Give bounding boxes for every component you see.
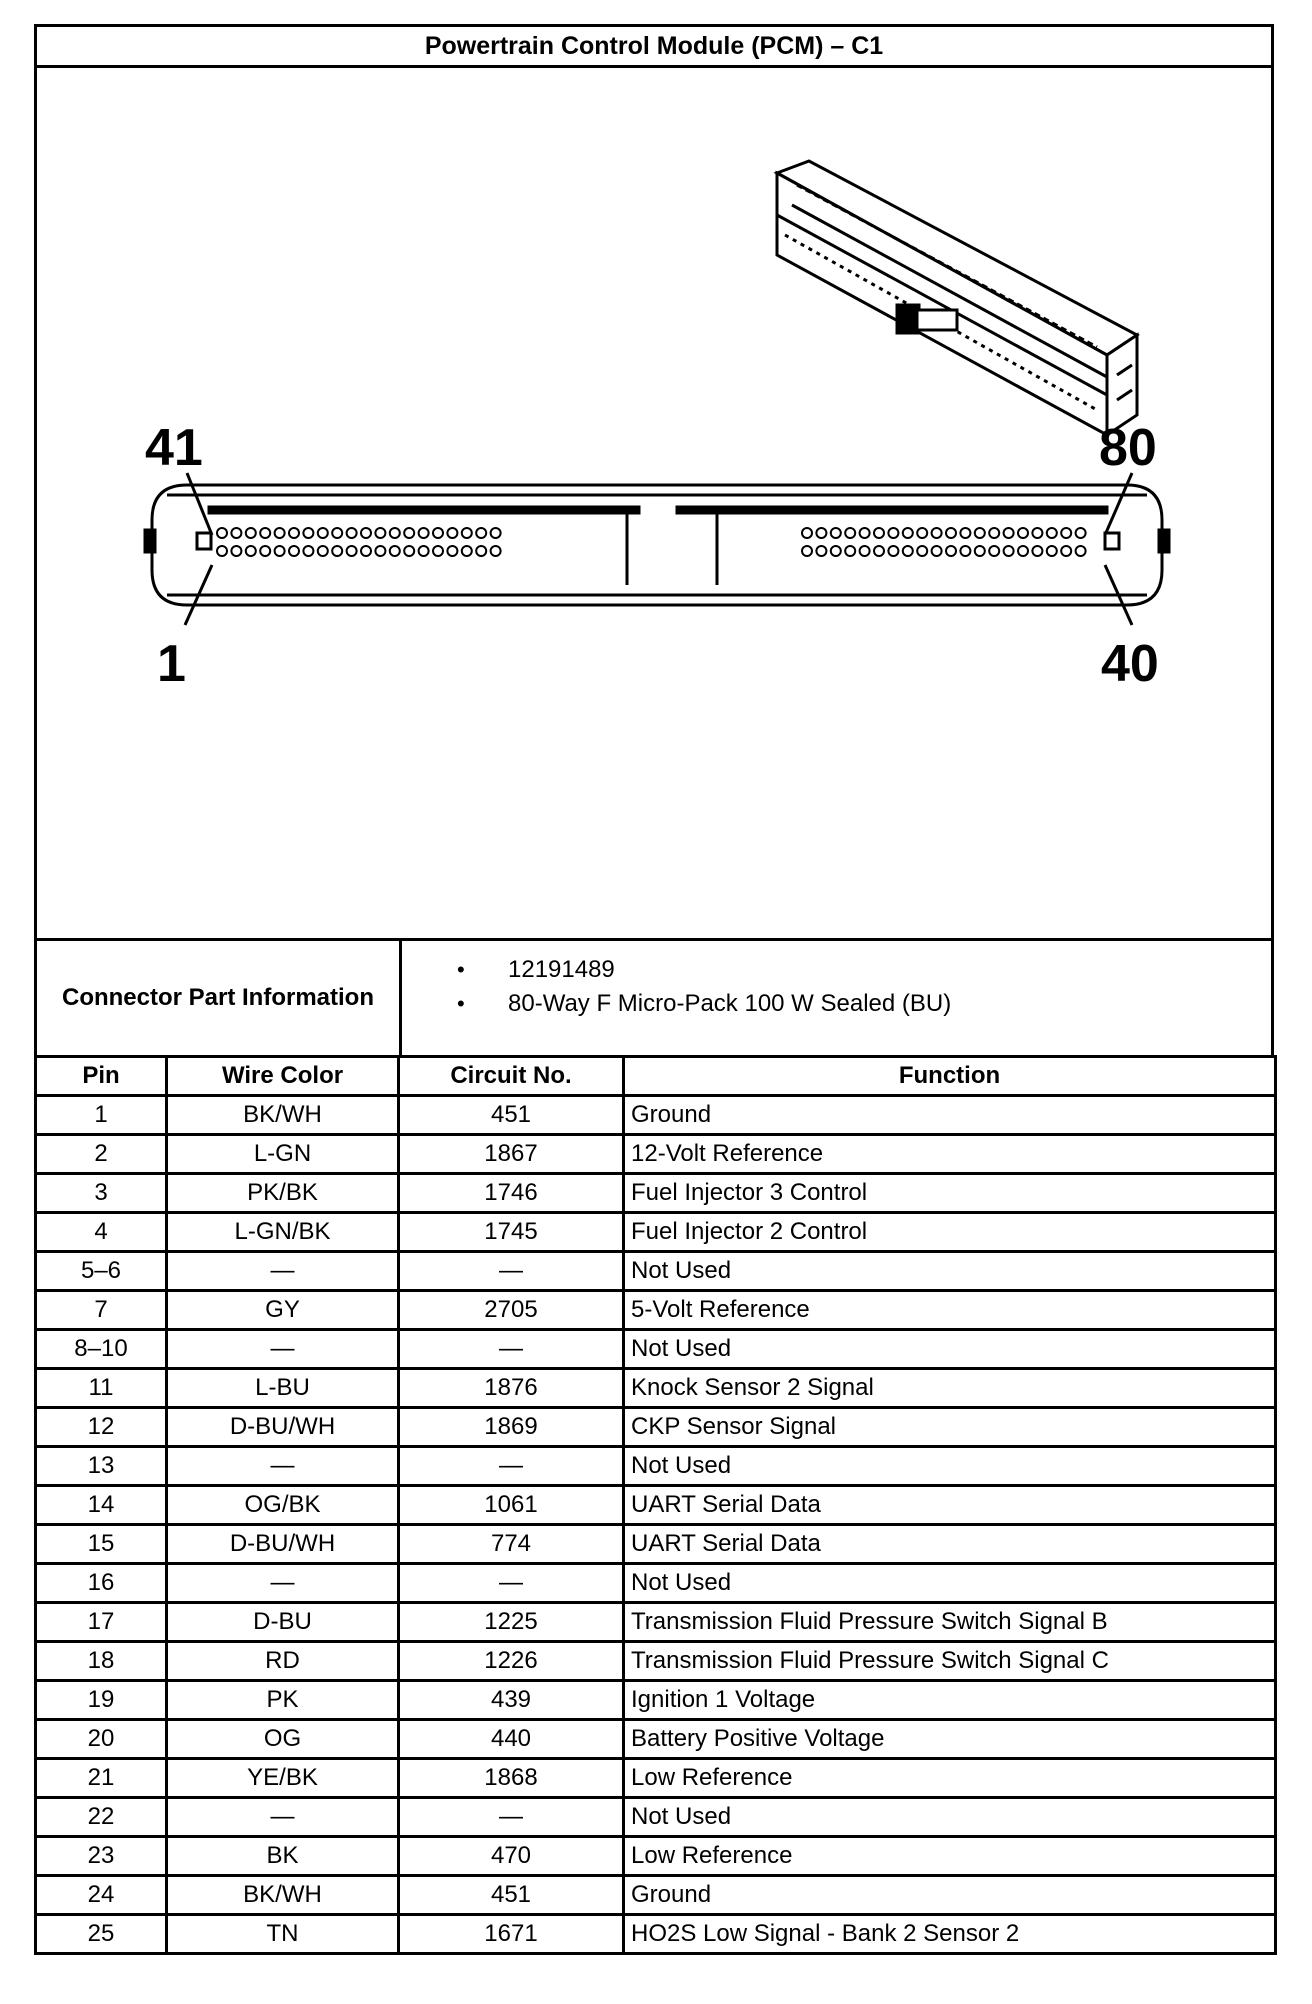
pin-hole	[231, 528, 241, 538]
pin-hole	[491, 546, 501, 556]
cell-wire-color: OG/BK	[167, 1486, 399, 1525]
cell-function: Low Reference	[624, 1759, 1276, 1798]
pin-hole	[1047, 528, 1057, 538]
pin-hole	[888, 528, 898, 538]
pin-hole	[903, 546, 913, 556]
pin-hole	[1076, 528, 1086, 538]
cell-circuit-no: —	[399, 1564, 624, 1603]
cell-pin: 5–6	[36, 1252, 167, 1291]
pin-hole	[491, 528, 501, 538]
table-row	[36, 1330, 1276, 1369]
cell-pin: 13	[36, 1447, 167, 1486]
pin-hole	[860, 528, 870, 538]
table-row	[36, 1213, 1276, 1252]
pin-hole	[960, 528, 970, 538]
pin-hole	[303, 546, 313, 556]
pin-hole	[332, 528, 342, 538]
pin-hole	[816, 546, 826, 556]
cell-pin: 22	[36, 1798, 167, 1837]
pin-hole	[989, 528, 999, 538]
cell-wire-color: OG	[167, 1720, 399, 1759]
pin-hole	[1076, 546, 1086, 556]
pin-hole	[217, 546, 227, 556]
cell-circuit-no: 1745	[399, 1213, 624, 1252]
pin-hole	[874, 546, 884, 556]
table-row	[36, 1798, 1276, 1837]
cell-circuit-no: 1226	[399, 1642, 624, 1681]
cell-function: Fuel Injector 2 Control	[624, 1213, 1276, 1252]
cell-circuit-no: 1225	[399, 1603, 624, 1642]
cell-function: Not Used	[624, 1798, 1276, 1837]
cell-circuit-no: 1868	[399, 1759, 624, 1798]
connector-part-info	[34, 938, 1274, 1058]
cell-wire-color: D-BU/WH	[167, 1525, 399, 1564]
table-row	[36, 1915, 1276, 1954]
cell-function: Ignition 1 Voltage	[624, 1681, 1276, 1720]
cell-function: 12-Volt Reference	[624, 1135, 1276, 1174]
pin-hole	[260, 528, 270, 538]
cell-circuit-no: 439	[399, 1681, 624, 1720]
cell-circuit-no: 1867	[399, 1135, 624, 1174]
pin-hole	[845, 528, 855, 538]
pin-label-41: 41	[145, 419, 203, 477]
cell-pin: 17	[36, 1603, 167, 1642]
pin-hole	[1047, 546, 1057, 556]
pin-hole	[419, 546, 429, 556]
pin-label-40: 40	[1101, 635, 1159, 693]
cell-wire-color: PK/BK	[167, 1174, 399, 1213]
cell-wire-color: —	[167, 1252, 399, 1291]
pin-hole	[347, 528, 357, 538]
connector-info-label: Connector Part Information	[37, 941, 402, 1055]
cell-pin: 15	[36, 1525, 167, 1564]
cell-wire-color: D-BU	[167, 1603, 399, 1642]
cell-circuit-no: 774	[399, 1525, 624, 1564]
bullet: •	[457, 957, 465, 982]
cell-pin: 24	[36, 1876, 167, 1915]
table-row	[36, 1486, 1276, 1525]
cell-wire-color: L-GN	[167, 1135, 399, 1174]
cell-circuit-no: 440	[399, 1720, 624, 1759]
cell-circuit-no: 1061	[399, 1486, 624, 1525]
pin-hole	[831, 528, 841, 538]
cell-function: Ground	[624, 1876, 1276, 1915]
table-row	[36, 1408, 1276, 1447]
pin-hole	[1018, 528, 1028, 538]
pin-hole	[289, 546, 299, 556]
cell-pin: 18	[36, 1642, 167, 1681]
cell-function: Transmission Fluid Pressure Switch Signal C	[624, 1642, 1276, 1681]
table-row	[36, 1447, 1276, 1486]
pin-hole	[816, 528, 826, 538]
pin-hole	[845, 546, 855, 556]
connector-isometric-image	[777, 161, 1137, 435]
pin-hole	[1018, 546, 1028, 556]
cell-circuit-no: 2705	[399, 1291, 624, 1330]
pin-hole	[303, 528, 313, 538]
cell-circuit-no: —	[399, 1798, 624, 1837]
cell-wire-color: —	[167, 1798, 399, 1837]
connector-description	[402, 987, 1271, 1021]
pin-hole	[361, 546, 371, 556]
pin-hole	[375, 546, 385, 556]
bullet: •	[457, 991, 465, 1016]
pin-hole	[476, 546, 486, 556]
cell-function: HO2S Low Signal - Bank 2 Sensor 2	[624, 1915, 1276, 1954]
pin-hole	[361, 528, 371, 538]
cell-function: Not Used	[624, 1564, 1276, 1603]
cell-pin: 25	[36, 1915, 167, 1954]
pin-hole	[1061, 528, 1071, 538]
pin-hole	[888, 546, 898, 556]
cell-circuit-no: 451	[399, 1096, 624, 1135]
cell-pin: 8–10	[36, 1330, 167, 1369]
pin-hole	[289, 528, 299, 538]
pin-hole	[1032, 528, 1042, 538]
table-row	[36, 1564, 1276, 1603]
table-row	[36, 1252, 1276, 1291]
cell-circuit-no: 1876	[399, 1369, 624, 1408]
cell-function: UART Serial Data	[624, 1486, 1276, 1525]
cell-function: Ground	[624, 1096, 1276, 1135]
pin-hole	[917, 546, 927, 556]
pin-hole	[404, 546, 414, 556]
cell-wire-color: BK/WH	[167, 1096, 399, 1135]
table-row	[36, 1369, 1276, 1408]
pin-hole	[404, 528, 414, 538]
pin-hole	[433, 528, 443, 538]
pin-hole	[217, 528, 227, 538]
pin-hole	[375, 528, 385, 538]
cell-wire-color: PK	[167, 1681, 399, 1720]
pin-hole	[860, 546, 870, 556]
cell-pin: 19	[36, 1681, 167, 1720]
pin-hole	[476, 528, 486, 538]
pin-hole	[932, 528, 942, 538]
table-row	[36, 1096, 1276, 1135]
pin-hole	[932, 546, 942, 556]
cell-wire-color: YE/BK	[167, 1759, 399, 1798]
pin-hole	[447, 528, 457, 538]
cell-circuit-no: 1671	[399, 1915, 624, 1954]
pin-hole	[390, 546, 400, 556]
connector-description-text: 80-Way F Micro-Pack 100 W Sealed (BU)	[508, 990, 952, 1017]
pinout-sheet	[34, 24, 1274, 2004]
cell-function: Knock Sensor 2 Signal	[624, 1369, 1276, 1408]
table-row	[36, 1525, 1276, 1564]
pin-hole	[1032, 546, 1042, 556]
cell-function: UART Serial Data	[624, 1525, 1276, 1564]
cell-pin: 11	[36, 1369, 167, 1408]
pin-hole	[831, 546, 841, 556]
pin-hole	[946, 528, 956, 538]
pin-hole	[903, 528, 913, 538]
pin-hole	[917, 528, 927, 538]
cell-pin: 23	[36, 1837, 167, 1876]
pin-hole	[1004, 546, 1014, 556]
table-row	[36, 1837, 1276, 1876]
cell-pin: 3	[36, 1174, 167, 1213]
pin-hole	[433, 546, 443, 556]
header-pin: Pin	[36, 1057, 167, 1096]
pin-hole	[462, 528, 472, 538]
cell-wire-color: BK/WH	[167, 1876, 399, 1915]
cell-circuit-no: —	[399, 1447, 624, 1486]
cell-pin: 20	[36, 1720, 167, 1759]
cell-wire-color: GY	[167, 1291, 399, 1330]
pin-hole	[802, 528, 812, 538]
table-row	[36, 1174, 1276, 1213]
pin-hole	[390, 528, 400, 538]
pin-label-80: 80	[1099, 419, 1157, 477]
cell-pin: 4	[36, 1213, 167, 1252]
cell-wire-color: RD	[167, 1642, 399, 1681]
pin-hole	[1004, 528, 1014, 538]
cell-function: Transmission Fluid Pressure Switch Signal B	[624, 1603, 1276, 1642]
connector-info-list	[402, 941, 1271, 1055]
header-circuit-no: Circuit No.	[399, 1057, 624, 1096]
connector-illustration	[37, 65, 1277, 941]
cell-function: 5-Volt Reference	[624, 1291, 1276, 1330]
table-row	[36, 1291, 1276, 1330]
pin-hole	[447, 546, 457, 556]
cell-pin: 21	[36, 1759, 167, 1798]
table-row	[36, 1681, 1276, 1720]
cell-circuit-no: 1869	[399, 1408, 624, 1447]
pinout-table	[34, 1055, 1277, 1955]
pin-hole	[246, 546, 256, 556]
pin-hole	[275, 546, 285, 556]
cell-pin: 2	[36, 1135, 167, 1174]
pin-hole	[275, 528, 285, 538]
cell-wire-color: —	[167, 1564, 399, 1603]
pin-hole	[874, 528, 884, 538]
pin-hole	[946, 546, 956, 556]
table-row	[36, 1135, 1276, 1174]
pin-hole	[332, 546, 342, 556]
cell-function: Not Used	[624, 1447, 1276, 1486]
pin-hole	[462, 546, 472, 556]
page-title: Powertrain Control Module (PCM) – C1	[34, 24, 1274, 68]
cell-function: CKP Sensor Signal	[624, 1408, 1276, 1447]
cell-circuit-no: —	[399, 1330, 624, 1369]
cell-wire-color: BK	[167, 1837, 399, 1876]
cell-pin: 7	[36, 1291, 167, 1330]
connector-part-number-text: 12191489	[508, 956, 615, 983]
pin-hole	[989, 546, 999, 556]
cell-pin: 12	[36, 1408, 167, 1447]
table-row	[36, 1876, 1276, 1915]
cell-circuit-no: —	[399, 1252, 624, 1291]
table-row	[36, 1603, 1276, 1642]
table-row	[36, 1642, 1276, 1681]
connector-figure	[34, 65, 1274, 941]
pin-hole	[975, 528, 985, 538]
pin-hole	[318, 546, 328, 556]
pin-hole	[1061, 546, 1071, 556]
pin-hole	[419, 528, 429, 538]
cell-function: Battery Positive Voltage	[624, 1720, 1276, 1759]
cell-function: Fuel Injector 3 Control	[624, 1174, 1276, 1213]
cell-circuit-no: 1746	[399, 1174, 624, 1213]
table-header-row	[36, 1057, 1276, 1096]
cell-pin: 16	[36, 1564, 167, 1603]
cell-wire-color: D-BU/WH	[167, 1408, 399, 1447]
cell-circuit-no: 451	[399, 1876, 624, 1915]
cell-function: Not Used	[624, 1330, 1276, 1369]
cell-function: Not Used	[624, 1252, 1276, 1291]
pin-hole	[347, 546, 357, 556]
pin-hole	[960, 546, 970, 556]
connector-face	[145, 485, 1169, 605]
cell-circuit-no: 470	[399, 1837, 624, 1876]
pin-hole	[231, 546, 241, 556]
cell-wire-color: L-GN/BK	[167, 1213, 399, 1252]
pin-hole	[318, 528, 328, 538]
pin-label-1: 1	[157, 635, 186, 693]
cell-pin: 1	[36, 1096, 167, 1135]
cell-wire-color: TN	[167, 1915, 399, 1954]
connector-part-number	[402, 953, 1271, 987]
pin-hole	[802, 546, 812, 556]
cell-wire-color: —	[167, 1447, 399, 1486]
cell-wire-color: L-BU	[167, 1369, 399, 1408]
pin-hole	[246, 528, 256, 538]
table-row	[36, 1759, 1276, 1798]
connector-pin-holes	[217, 528, 1086, 556]
header-function: Function	[624, 1057, 1276, 1096]
cell-pin: 14	[36, 1486, 167, 1525]
table-row	[36, 1720, 1276, 1759]
pin-hole	[260, 546, 270, 556]
pin-hole	[975, 546, 985, 556]
cell-wire-color: —	[167, 1330, 399, 1369]
cell-function: Low Reference	[624, 1837, 1276, 1876]
header-wire-color: Wire Color	[167, 1057, 399, 1096]
